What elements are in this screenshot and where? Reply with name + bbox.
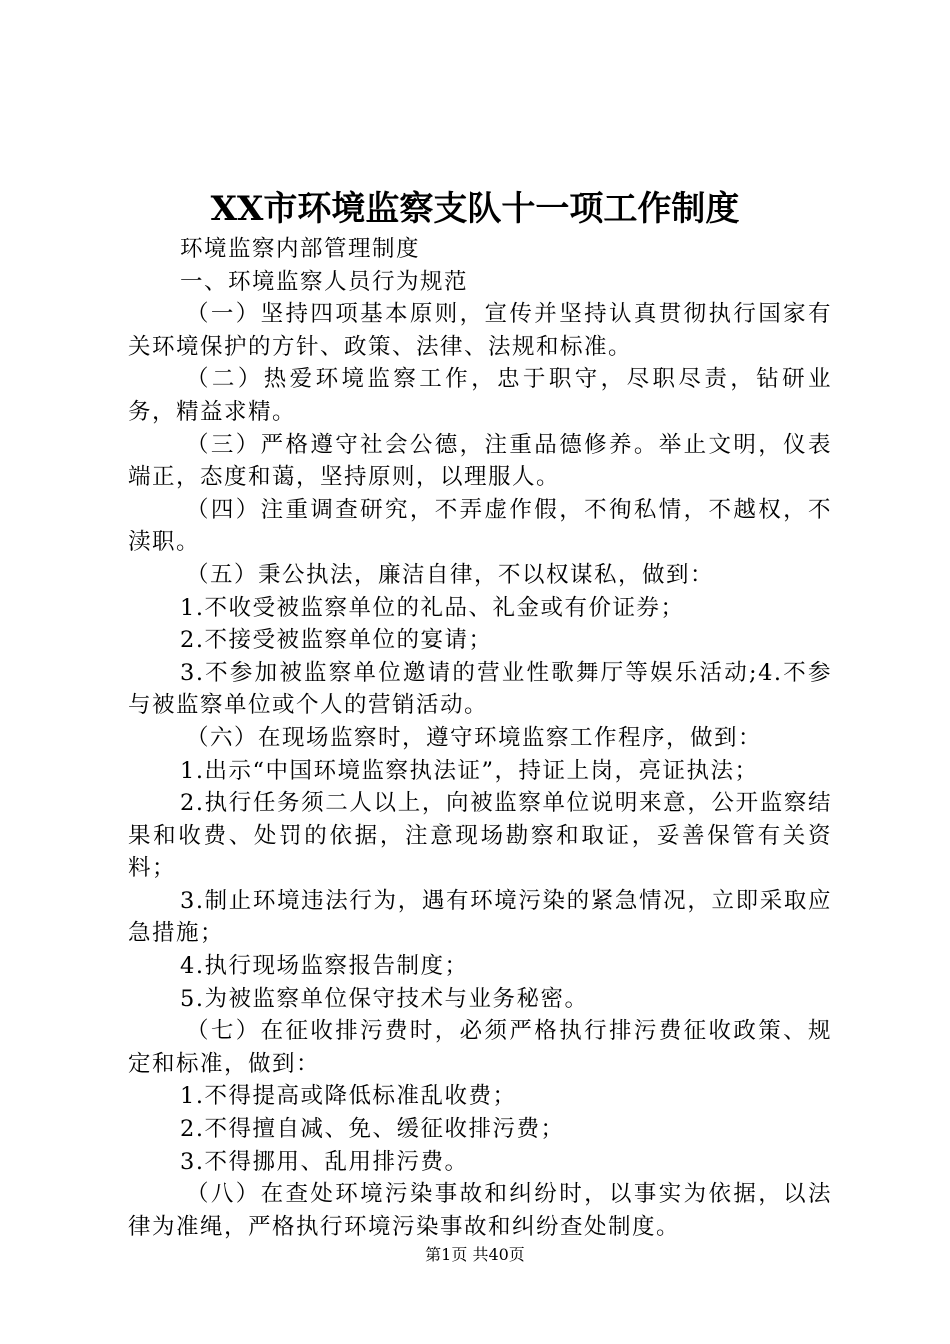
list-item: 2.不接受被监察单位的宴请； (180, 627, 493, 654)
list-item: 1.不收受被监察单位的礼品、礼金或有价证券； (180, 594, 685, 621)
list-item: 3.制止环境违法行为，遇有环境污染的紧急情况，立即采取应急措施； (128, 887, 832, 947)
document-body (128, 233, 832, 1243)
clause-paragraph: （四）注重调查研究，不弄虚作假，不徇私情，不越权，不渎职。 (128, 496, 832, 556)
section-heading: 环境监察内部管理制度 (180, 236, 421, 262)
clause-paragraph: （一）坚持四项基本原则，宣传并坚持认真贯彻执行国家有关环境保护的方针、政策、法律、法规和标准。 (128, 301, 832, 360)
page-footer: 第1页 共40页 (425, 1245, 525, 1264)
list-item: 3.不参加被监察单位邀请的营业性歌舞厅等娱乐活动;4.不参与被监察单位或个人的营销活动。 (128, 659, 832, 719)
list-item: 1.不得提高或降低标准乱收费； (180, 1083, 517, 1110)
clause-paragraph: （五）秉公执法，廉洁自律，不以权谋私，做到： (186, 561, 715, 588)
clause-paragraph: （八）在查处环境污染事故和纠纷时，以事实为依据，以法律为准绳，严格执行环境污染事故和纠纷查处制度。 (128, 1181, 832, 1240)
document-title: XX市环境监察支队十一项工作制度 (210, 189, 740, 229)
list-item: 2.不得擅自减、免、缓征收排污费； (180, 1116, 565, 1143)
clause-paragraph: （三）严格遵守社会公德，注重品德修养。举止文明，仪表端正，态度和蔼，坚持原则，以理服人。 (128, 431, 832, 491)
list-item: 3.不得挪用、乱用排污费。 (180, 1148, 469, 1175)
list-item: 4.执行现场监察报告制度； (180, 953, 469, 980)
list-item: 2.执行任务须二人以上，向被监察单位说明来意，公开监察结果和收费、处罚的依据，注意现场勘察和取证，妥善保管有关资料； (128, 790, 832, 882)
subsection-heading: 一、环境监察人员行为规范 (180, 268, 469, 295)
clause-paragraph: （二）热爱环境监察工作，忠于职守，尽职尽责，钻研业务，精益求精。 (128, 366, 832, 425)
list-item: 5.为被监察单位保守技术与业务秘密。 (180, 985, 589, 1012)
clause-paragraph: （六）在现场监察时，遵守环境监察工作程序，做到： (186, 724, 763, 751)
clause-paragraph: （七）在征收排污费时，必须严格执行排污费征收政策、规定和标准，做到： (128, 1018, 832, 1077)
list-item: 1.出示“中国环境监察执法证”，持证上岗，亮证执法； (180, 757, 759, 784)
